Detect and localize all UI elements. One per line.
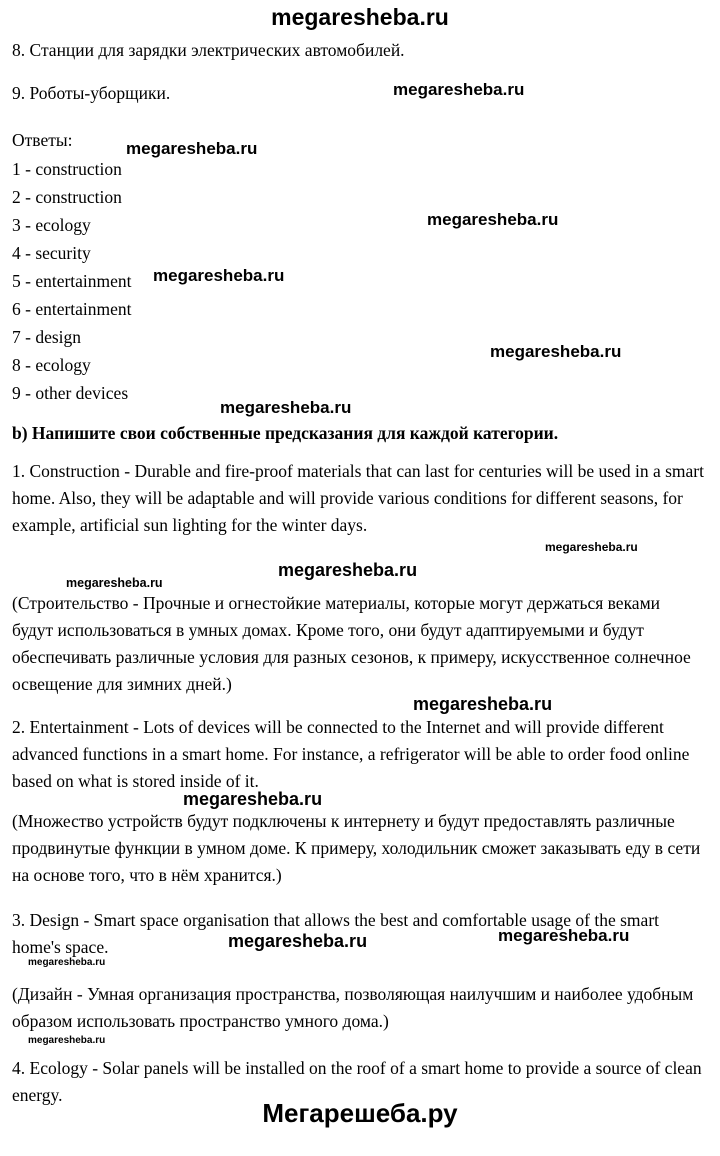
site-watermark: megaresheba.ru <box>413 694 553 714</box>
answers-label: Ответы: <box>12 130 73 150</box>
site-watermark: megaresheba.ru <box>278 560 418 580</box>
site-watermark: megaresheba.ru <box>427 210 559 229</box>
numbered-item-9: 9. Роботы-уборщики. <box>12 83 171 103</box>
answer-item: 9 - other devices <box>12 383 129 403</box>
answer-item: 6 - entertainment <box>12 299 132 319</box>
site-watermark: megaresheba.ru <box>126 139 258 158</box>
paragraph-entertainment-en: 2. Entertainment - Lots of devices will be connected to the Internet and will provide different advanced functions in a smart home. For instance, a refrigerator will be able to order food online based on what is stored inside of it. <box>12 717 690 791</box>
site-watermark: megaresheba.ru <box>66 576 163 590</box>
paragraph-entertainment-ru: (Множество устройств будут подключены к интернету и будут предоставлять различные продвинутые функции в умном доме. К примеру, холодильник сможет заказывать еду в сети на основе того, что в нём хранится.) <box>12 811 701 885</box>
site-watermark: megaresheba.ru <box>28 957 106 968</box>
paragraph-ecology-en: 4. Ecology - Solar panels will be installed on the roof of a smart home to provide a source of clean energy. <box>12 1058 702 1105</box>
site-watermark: megaresheba.ru <box>490 342 622 361</box>
site-watermark: megaresheba.ru <box>498 926 630 945</box>
site-watermark: megaresheba.ru <box>183 789 323 809</box>
answer-item: 5 - entertainment <box>12 271 132 291</box>
paragraph-design-en: 3. Design - Smart space organisation that allows the best and comfortable usage of the smart home's space. <box>12 910 660 957</box>
site-watermark: megaresheba.ru <box>220 398 352 417</box>
site-watermark-header: megaresheba.ru <box>271 4 449 30</box>
answer-item: 2 - construction <box>12 187 122 207</box>
section-b-heading: b) Напишите свои собственные предсказания для каждой категории. <box>12 423 559 443</box>
answer-item: 3 - ecology <box>12 215 91 235</box>
paragraph-design-ru: (Дизайн - Умная организация пространства, позволяющая наилучшим и наиболее удобным образом использовать пространство умного дома.) <box>12 984 694 1031</box>
answer-item: 7 - design <box>12 327 82 347</box>
site-watermark: megaresheba.ru <box>545 540 638 554</box>
paragraph-construction-en: 1. Construction - Durable and fire-proof materials that can last for centuries will be used in a smart home. Also, they will be adaptable and will provide various conditions for different seasons, for example, artificial sun lighting for the winter days. <box>12 461 705 535</box>
site-watermark-footer: Мегарешеба.ру <box>262 1098 458 1128</box>
numbered-item-8: 8. Станции для зарядки электрических автомобилей. <box>12 40 405 60</box>
site-watermark: megaresheba.ru <box>393 80 525 99</box>
site-watermark: megaresheba.ru <box>153 266 285 285</box>
answers-list <box>12 155 704 407</box>
answer-item: 4 - security <box>12 243 91 263</box>
site-watermark: megaresheba.ru <box>228 931 368 951</box>
paragraph-construction-ru: (Строительство - Прочные и огнестойкие материалы, которые могут держаться веками будут использоваться в умных домах. Кроме того, они будут адаптируемыми и будут обеспечивать различные условия для разных сезонов, к примеру, искусственное солнечное освещение для зимних дней.) <box>12 593 691 694</box>
site-watermark: megaresheba.ru <box>28 1035 106 1046</box>
answer-item: 1 - construction <box>12 159 122 179</box>
answer-item: 8 - ecology <box>12 355 91 375</box>
